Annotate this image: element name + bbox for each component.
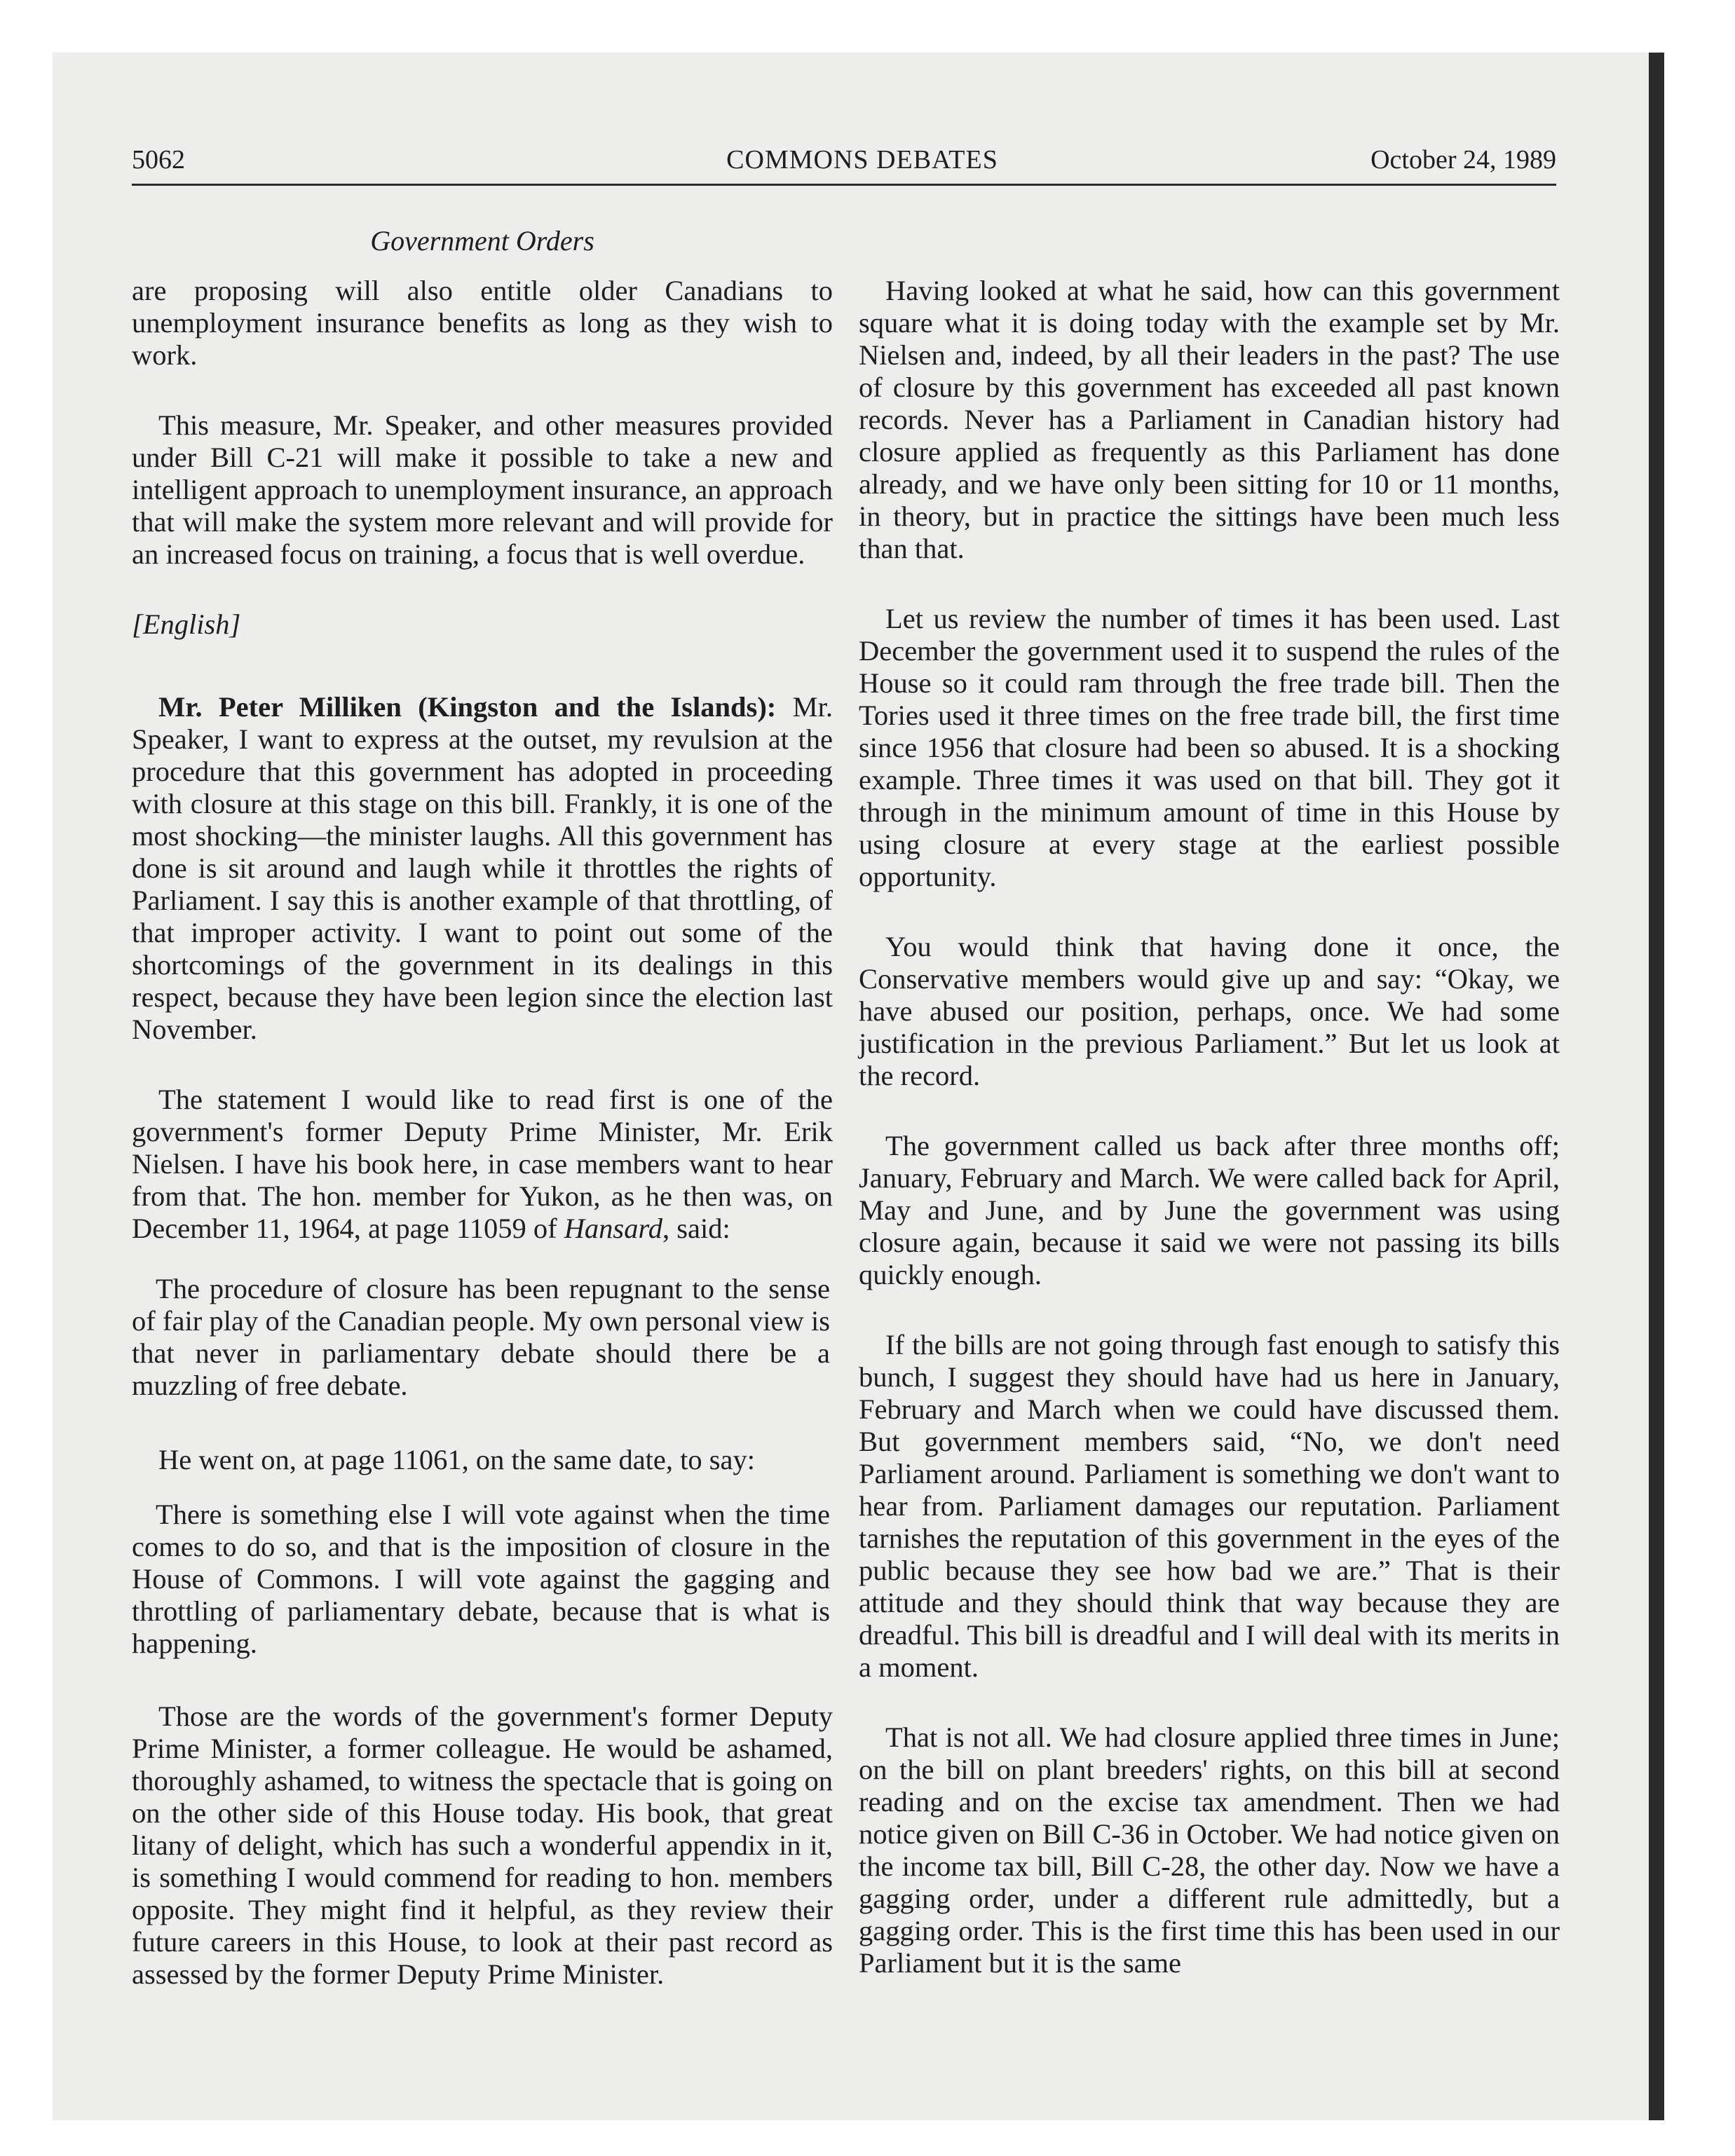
speaker-name: Mr. Peter Milliken (Kingston and the Islands):: [158, 691, 777, 723]
section-heading: Government Orders: [370, 225, 594, 257]
right-column: [859, 275, 1560, 1979]
paragraph: Those are the words of the government's former Deputy Prime Minister, a former colleague. He would be ashamed, thoroughly ashamed, to witness the spectacle that is going on on the other side of this House today. His book, that great litany of delight, which has such a wonderful appendix in it, is something I would commend for reading to hon. members opposite. They might find it helpful, as they review their future careers in this House, to look at their past record as assessed by the former Deputy Prime Minister.: [132, 1700, 833, 1990]
publication-title: COMMONS DEBATES: [726, 145, 998, 175]
paragraph: Having looked at what he said, how can this government square what it is doing today with the example set by Mr. Nielsen and, indeed, by all their leaders in the past? The use of closure by this government has exceeded all past known records. Never has a Parliament in Canadian history had closure applied as frequently as this Parliament has done already, and we have only been sitting for 10 or 11 months, in theory, but in practice the sittings have been much less than that.: [859, 275, 1560, 564]
header-rule: [132, 184, 1556, 186]
paragraph: He went on, at page 11061, on the same date, to say:: [158, 1444, 756, 1475]
paragraph: Let us review the number of times it has been used. Last December the government used it to suspend the rules of the House so it could ram through the free trade bill. Then the Tories used it three times on the free trade bill, the first time since 1956 that closure had been so abused. It is a shocking example. Three times it was used on that bill. They got it through in the minimum amount of time in this House by using closure at every stage at the earliest possible opportunity.: [859, 603, 1560, 892]
language-tag: [English]: [132, 608, 241, 640]
scan-edge-shadow: [1649, 53, 1664, 2120]
block-quote: There is something else I will vote against when the time comes to do so, and that is the imposition of closure in the House of Commons. I will vote against the gagging and throttling of parliamentary debate, because that is what is happening.: [132, 1499, 830, 1659]
paragraph-text: The statement I would like to read first is one of the government's former Deputy Prime Minister, Mr. Erik Nielsen. I have his book here, in case members want to hear from that. The hon. member for Yukon, as he then was, on December 11, 1964, at page 11059 of: [132, 1084, 833, 1244]
paragraph: That is not all. We had closure applied three times in June; on the bill on plant breeders' rights, on this bill at second reading and on the excise tax amendment. Then we had notice given on Bill C-36 in October. We had notice given on the income tax bill, Bill C-28, the other day. Now we have a gagging order, under a different rule admittedly, but a gagging order. This is the first time this has been used in our Parliament but it is the same: [859, 1721, 1560, 1979]
speech-text: Mr. Speaker, I want to express at the outset, my revulsion at the procedure that this government has adopted in proceeding with closure at this stage on this bill. Frankly, it is one of the most shocking—the minister laughs. All this government has done is sit around and laugh while it throttles the rights of Parliament. I say this is another example of that throttling, of that improper activity. I want to point out some of the shortcomings of the government in its dealings in this respect, because they have been legion since the election last November.: [132, 691, 833, 1045]
paragraph: You would think that having done it once, the Conservative members would give up and say: “Okay, we have abused our position, perhaps, once. We had some justification in the previous Parliament.” But let us look at the record.: [859, 931, 1560, 1091]
paragraph: are proposing will also entitle older Canadians to unemployment insurance benefits as long as they wish to work.: [132, 275, 833, 371]
paragraph: [132, 1084, 833, 1245]
paragraph: If the bills are not going through fast enough to satisfy this bunch, I suggest they should have had us here in January, February and March when we could have discussed them. But government members said, “No, we don't need Parliament around. Parliament is something we don't want to hear from. Parliament damages our reputation. Parliament tarnishes the reputation of this government in the eyes of the public because they see how bad we are.” That is their attitude and they should think that way because they are dreadful. This bill is dreadful and I will deal with its merits in a moment.: [859, 1329, 1560, 1683]
page-number: 5062: [132, 145, 185, 175]
left-column: [132, 275, 833, 1991]
speech-paragraph: [132, 691, 833, 1046]
paragraph-text: , said:: [662, 1213, 730, 1244]
paragraph: The government called us back after three months off; January, February and March. We were called back for April, May and June, and by June the government was using closure again, because it said we were not passing its bills quickly enough.: [859, 1130, 1560, 1290]
hansard-reference: Hansard: [564, 1213, 662, 1244]
paragraph: This measure, Mr. Speaker, and other measures provided under Bill C-21 will make it possible to take a new and intelligent approach to unemployment insurance, an approach that will make the system more relevant and will provide for an increased focus on training, a focus that is well overdue.: [132, 409, 833, 570]
publication-date: October 24, 1989: [1370, 145, 1556, 175]
block-quote: The procedure of closure has been repugnant to the sense of fair play of the Canadian people. My own personal view is that never in parliamentary debate should there be a muzzling of free debate.: [132, 1273, 830, 1401]
